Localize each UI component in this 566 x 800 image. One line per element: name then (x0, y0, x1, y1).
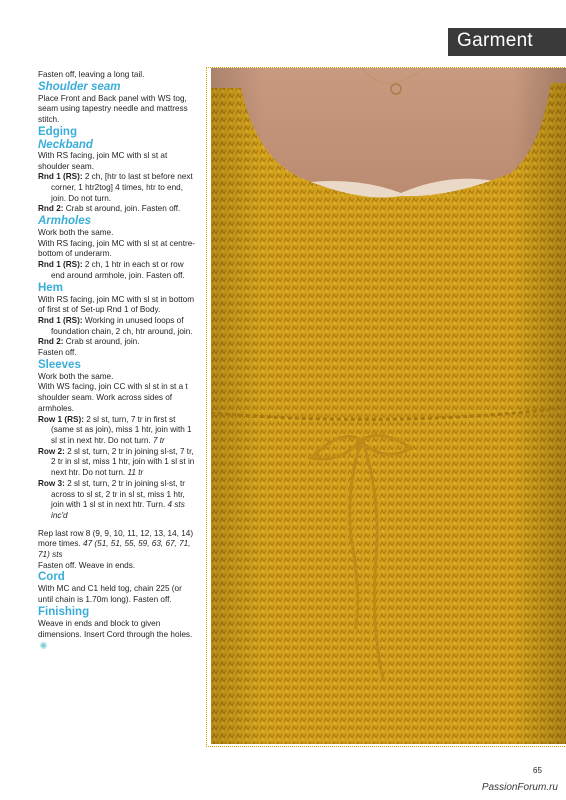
shoulder-seam-heading: Shoulder seam (38, 80, 121, 93)
armholes-rnd1: Rnd 1 (RS): 2 ch, 1 htr in each st or row end around armhole, join. Fasten off. (38, 260, 185, 280)
fasten-off-text: Fasten off, leaving a long tail. (38, 70, 145, 79)
shoulder-seam-text: Place Front and Back panel with WS tog, seam using tapestry needle and mattress stitch. (38, 93, 188, 125)
neckband-heading: Neckband (38, 138, 93, 151)
finishing-text: Weave in ends and block to given dimensions. Insert Cord through the holes. (38, 619, 198, 651)
sleeves-line1: Work both the same. (38, 371, 114, 381)
sleeves-fasten: Fasten off. Weave in ends. (38, 560, 136, 570)
neckband-intro: With RS facing, join MC with sl st at shoulder seam. (38, 150, 168, 171)
hem-fasten: Fasten off. (38, 348, 77, 358)
armholes-heading: Armholes (38, 215, 92, 228)
sleeves-row3: Row 3: 2 sl st, turn, 2 tr in joining sl-st, tr across to sl st, 2 tr in sl st, miss 1 htr, join with 1 sl st in next htr. Turn. 4 sts inc'd (38, 478, 185, 520)
section-title: Garment (457, 30, 534, 51)
sleeves-row2: Row 2: 2 sl st, turn, 2 tr in joining sl-st, 7 tr, 2 tr in sl st, miss 1 htr, join with 1 sl st in next htr. Do not turn. 11 tr (38, 446, 195, 478)
sleeves-row1: Row 1 (RS): 2 sl st, turn, 7 tr in first st (same st as join), miss 1 htr, join with 1 sl st in next htr. Do not turn. 7 tr (38, 414, 192, 445)
neckband-rnd1: Rnd 1 (RS): 2 ch, [htr to last st before next corner, 1 htr2tog] 4 times, htr to end, join. Do not turn. (38, 172, 193, 203)
hem-line1: With RS facing, join MC with sl st in bottom of first st of Set-up Rnd 1 of Body. (38, 294, 195, 315)
neckband-rnd2: Rnd 2: Crab st around, join. Fasten off. (38, 204, 181, 214)
hem-rnd1: Rnd 1 (RS): Working in unused loops of foundation chain, 2 ch, htr around, join. (38, 315, 193, 336)
section-header (448, 28, 566, 56)
sleeves-line2: With WS facing, join CC with sl st in st a t shoulder seam. Work across sides of armholes. (38, 382, 188, 413)
pattern-instructions (38, 70, 198, 651)
hem-heading: Hem (38, 281, 63, 294)
sleeves-repeat: Rep last row 8 (9, 9, 10, 11, 12, 13, 14, 14) more times. 47 (51, 51, 55, 59, 63, 67, 71, 71) sts (38, 528, 194, 560)
armholes-line2: With RS facing, join MC with sl st at centre-bottom of underarm. (38, 238, 195, 259)
finishing-heading: Finishing (38, 605, 90, 618)
sleeves-heading: Sleeves (38, 358, 81, 371)
edging-heading: Edging (38, 125, 77, 138)
end-mark-icon (40, 642, 47, 649)
page-number: 65 (533, 766, 542, 775)
watermark: PassionForum.ru (481, 782, 558, 793)
cord-heading: Cord (38, 571, 65, 584)
hem-rnd2: Rnd 2: Crab st around, join. (38, 337, 140, 347)
armholes-line1: Work both the same. (38, 228, 114, 238)
garment-photo (211, 68, 566, 744)
cord-text: With MC and C1 held tog, chain 225 (or until chain is 1.70m long). Fasten off. (38, 584, 182, 605)
